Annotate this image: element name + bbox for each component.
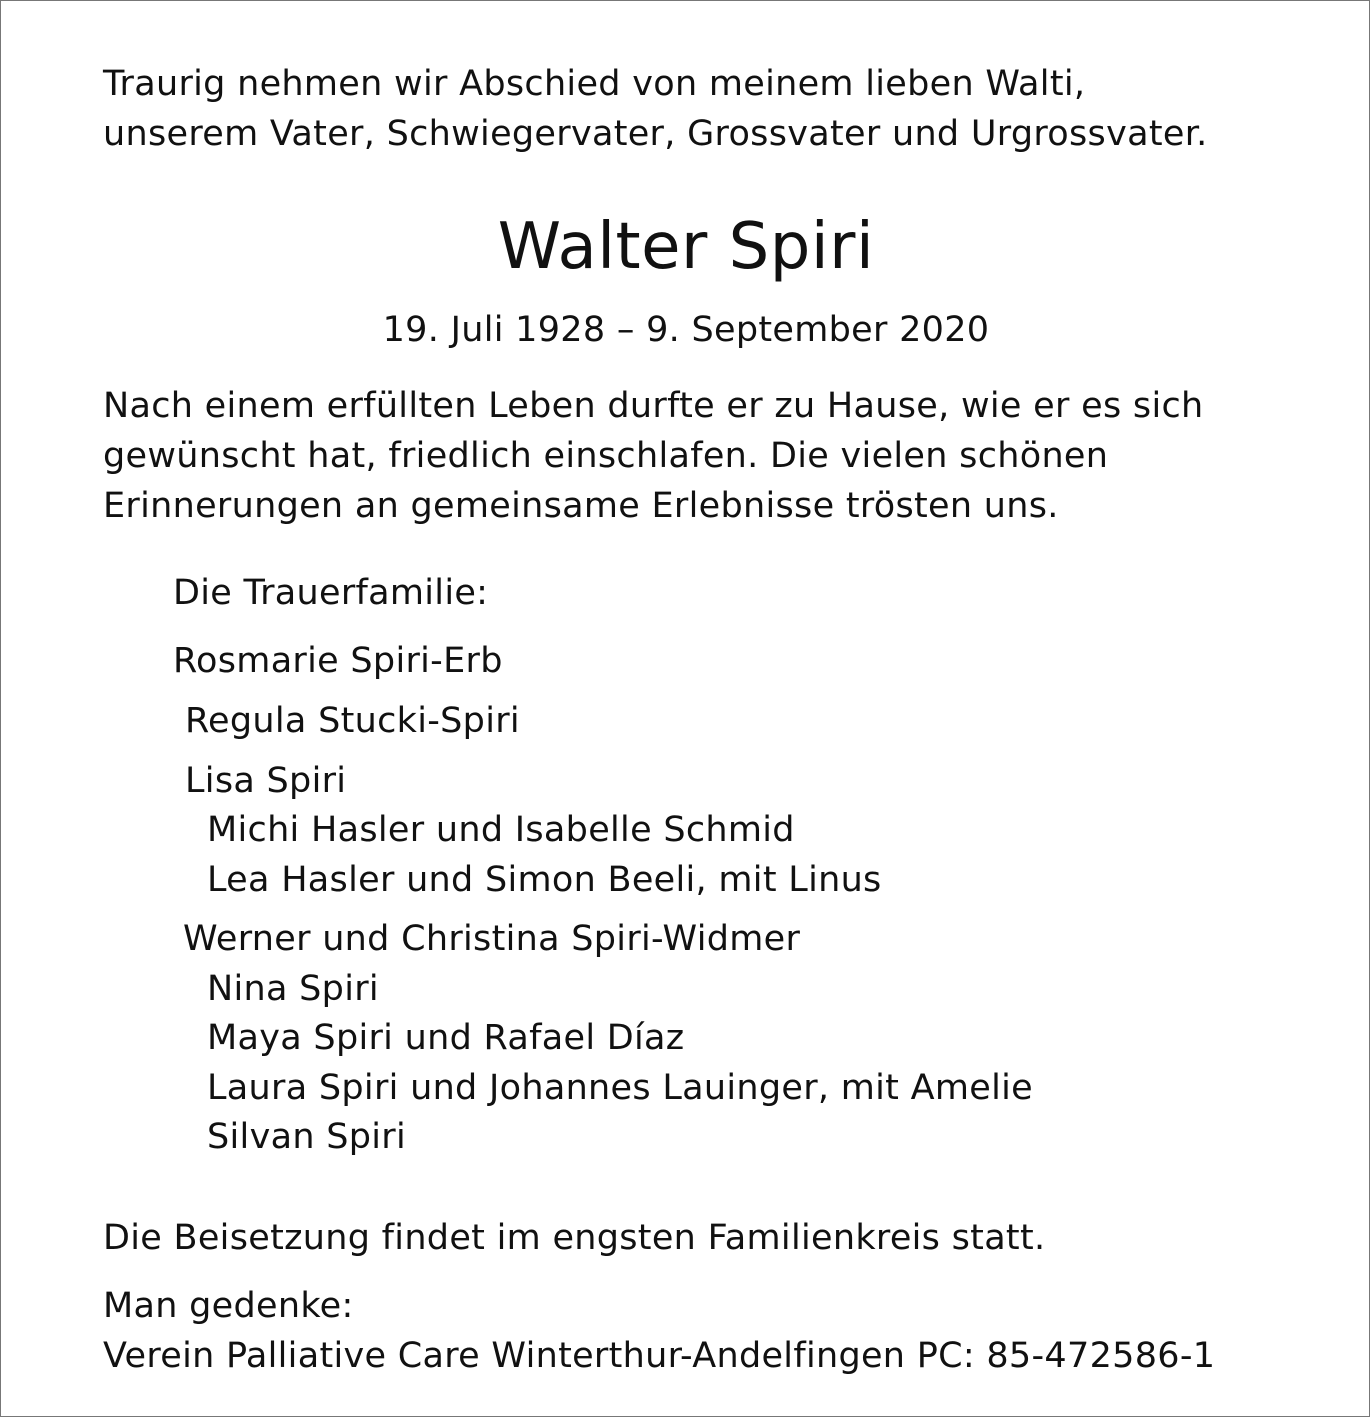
family-member: Lea Hasler und Simon Beeli, mit Linus [207, 860, 882, 900]
message-line-1: Nach einem erfüllten Leben durfte er zu Hause, wie er es sich [103, 386, 1204, 426]
intro-line-2: unserem Vater, Schwiegervater, Grossvater und Urgrossvater. [103, 114, 1208, 154]
family-heading: Die Trauerfamilie: [173, 573, 489, 613]
family-member: Lisa Spiri [185, 761, 347, 801]
deceased-name: Walter Spiri [497, 210, 875, 284]
donation-label: Man gedenke: [103, 1286, 354, 1326]
burial-note: Die Beisetzung findet im engsten Familienkreis statt. [103, 1218, 1046, 1258]
family-member: Michi Hasler und Isabelle Schmid [207, 810, 795, 850]
family-member: Maya Spiri und Rafael Díaz [207, 1018, 685, 1058]
donation-text: Verein Palliative Care Winterthur-Andelfingen PC: 85-472586-1 [103, 1336, 1216, 1376]
family-member: Silvan Spiri [207, 1117, 407, 1157]
family-member: Laura Spiri und Johannes Lauinger, mit Amelie [207, 1068, 1033, 1108]
life-dates: 19. Juli 1928 – 9. September 2020 [382, 310, 990, 350]
family-member: Nina Spiri [207, 969, 379, 1009]
message-line-2: gewünscht hat, friedlich einschlafen. Die vielen schönen [103, 436, 1109, 476]
message-line-3: Erinnerungen an gemeinsame Erlebnisse trösten uns. [103, 486, 1059, 526]
family-member: Rosmarie Spiri-Erb [173, 641, 503, 681]
family-member: Regula Stucki-Spiri [185, 701, 520, 741]
family-member: Werner und Christina Spiri-Widmer [183, 919, 801, 959]
intro-line-1: Traurig nehmen wir Abschied von meinem lieben Walti, [103, 64, 1086, 104]
